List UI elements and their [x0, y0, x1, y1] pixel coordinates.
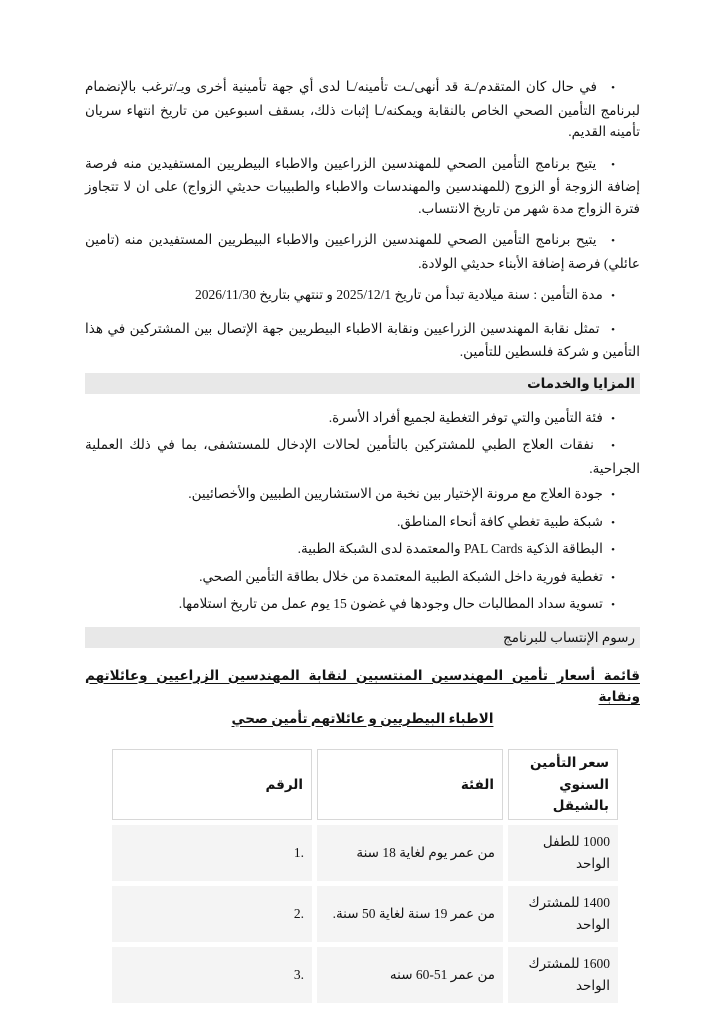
- price-list-title: [85, 665, 640, 730]
- number-cell: 1.: [112, 825, 312, 881]
- number-cell: 3.: [112, 947, 312, 1003]
- price-table: [107, 744, 623, 1008]
- column-header-category: الفئة: [317, 749, 503, 820]
- list-item: • البطاقة الذكية PAL Cards والمعتمدة لدى الشبكة الطبية.: [85, 538, 640, 562]
- list-item: • مدة التأمين : سنة ميلادية تبدأ من تاريخ 2025/12/1 و تنتهي بتاريخ 2026/11/30: [85, 284, 640, 308]
- list-item: • فئة التأمين والتي توفر التغطية لجميع أفراد الأسرة.: [85, 407, 640, 431]
- list-item: • شبكة طبية تغطي كافة أنحاء المناطق.: [85, 511, 640, 535]
- number-cell: 2.: [112, 886, 312, 942]
- list-item: • في حال كان المتقدم/ـة قد أنهى/ـت تأمينه/ـا لدى أي جهة تأمينية أخرى ويـ/ترغب بالإنضمام لبرنامج التأمين الصحي الخاص بالنقابة ويمكنه/ـا إثبات ذلك، بسقف اسبوعين من تاريخ انتهاء سريان تأمينه القديم.: [85, 76, 640, 143]
- category-cell: من عمر يوم لغاية 18 سنة: [317, 825, 503, 881]
- list-item: • جودة العلاج مع مرونة الإختيار بين نخبة من الاستشاريين الطبيين والأخصائيين.: [85, 483, 640, 507]
- price-cell: 1600 للمشترك الواحد: [508, 947, 618, 1003]
- category-cell: من عمر 51-60 سنه: [317, 947, 503, 1003]
- section-header-benefits: المزايا والخدمات: [85, 373, 640, 394]
- list-item: • تغطية فورية داخل الشبكة الطبية المعتمدة من خلال بطاقة التأمين الصحي.: [85, 566, 640, 590]
- section-header-fees: رسوم الإنتساب للبرنامج: [85, 627, 640, 648]
- price-cell: 1000 للطفل الواحد: [508, 825, 618, 881]
- benefits-bullet-list: [85, 407, 640, 617]
- list-item: • نفقات العلاج الطبي للمشتركين بالتأمين لحالات الإدخال للمستشفى، بما في ذلك العملية الجراحية.: [85, 434, 640, 479]
- table-row: [112, 825, 618, 881]
- list-item: • يتيح برنامج التأمين الصحي للمهندسين الزراعيين والاطباء البيطريين المستفيدين منه (تامين عائلي) فرصة إضافة الأبناء حديثي الولادة.: [85, 229, 640, 274]
- table-row: [112, 947, 618, 1003]
- intro-bullet-list: [85, 76, 640, 363]
- category-cell: من عمر 19 سنة لغاية 50 سنة.: [317, 886, 503, 942]
- column-header-number: الرقم: [112, 749, 312, 820]
- table-row: [112, 886, 618, 942]
- list-item: • تمثل نقابة المهندسين الزراعيين ونقابة الاطباء البيطريين جهة الإتصال بين المشتركين في هذا التأمين و شركة فلسطين للتأمين.: [85, 318, 640, 363]
- price-cell: 1400 للمشترك الواحد: [508, 886, 618, 942]
- price-list-title-line2: الاطباء البيطريين و عائلاتهم تأمين صحي: [231, 710, 494, 726]
- column-header-price: سعر التأمين السنوي بالشيقل: [508, 749, 618, 820]
- list-item: • يتيح برنامج التأمين الصحي للمهندسين الزراعيين والاطباء البيطريين المستفيدين منه فرصة إضافة الزوجة أو الزوج (للمهندسين والمهندسات والاطباء والطبيبات حديثي الزواج) على ان لا تتجاوز فترة الزواج مدة شهر من تاريخ الانتساب.: [85, 153, 640, 220]
- table-header-row: [112, 749, 618, 820]
- list-item: • تسوية سداد المطالبات حال وجودها في غضون 15 يوم عمل من تاريخ استلامها.: [85, 593, 640, 617]
- price-list-title-line1: قائمة أسعار تأمين المهندسين المنتسبين لنقابة المهندسين الزراعيين وعائلاتهم ونقابة: [85, 667, 640, 704]
